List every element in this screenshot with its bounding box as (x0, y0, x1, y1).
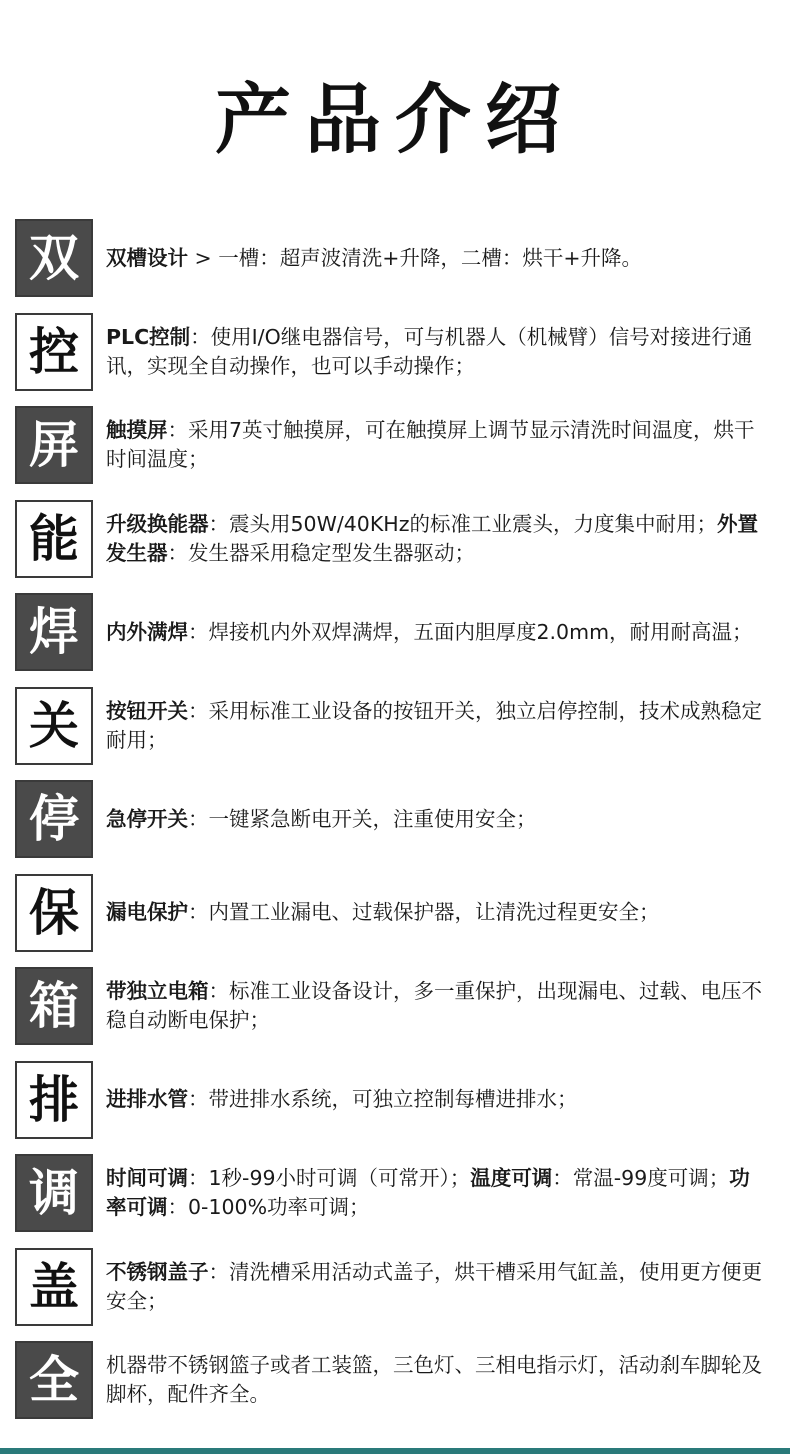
feature-label: 功率可调 (106, 1166, 750, 1219)
feature-badge: 全 (15, 1341, 93, 1419)
feature-item (0, 500, 790, 594)
feature-text: ：1秒-99小时可调（可常开）； (188, 1166, 471, 1190)
feature-label: 外置发生器 (106, 511, 758, 565)
feature-badge: 调 (15, 1154, 93, 1232)
feature-badge: 箱 (15, 967, 93, 1045)
feature-badge: 能 (15, 500, 93, 578)
feature-text: ：采用7英寸触摸屏，可在触摸屏上调节显示清洗时间温度，烘干时间温度； (106, 418, 755, 471)
feature-badge: 双 (15, 219, 93, 297)
feature-list (0, 219, 790, 1435)
feature-item (0, 593, 790, 687)
feature-item (0, 1341, 790, 1435)
feature-text: ：清洗槽采用活动式盖子，烘干槽采用气缸盖，使用更方便更安全； (106, 1259, 762, 1313)
feature-item (0, 313, 790, 407)
page-title: 产品介绍 (215, 75, 575, 164)
feature-description (106, 1341, 766, 1419)
feature-text: ：震头用50W/40KHz的标准工业震头，力度集中耐用； (208, 511, 717, 536)
feature-text: ：常温-99度可调； (552, 1166, 730, 1190)
feature-description (106, 1248, 766, 1326)
feature-description (106, 687, 766, 765)
feature-badge: 盖 (15, 1248, 93, 1326)
feature-text: > 一槽：超声波清洗+升降，二槽：烘干+升降。 (188, 245, 643, 270)
feature-text: ：采用标准工业设备的按钮开关，独立启停控制，技术成熟稳定耐用； (106, 698, 762, 752)
feature-label: 时间可调 (106, 1166, 188, 1190)
feature-label: 升级换能器 (106, 511, 209, 536)
feature-label: 不锈钢盖子 (106, 1259, 209, 1284)
feature-text: ：焊接机内外双焊满焊，五面内胆厚度2.0mm，耐用耐高温； (188, 619, 753, 644)
feature-description (106, 593, 766, 671)
feature-label: 触摸屏 (106, 418, 168, 442)
feature-item (0, 687, 790, 781)
feature-description (106, 219, 766, 297)
feature-description (106, 1061, 766, 1139)
feature-description (106, 313, 766, 391)
feature-badge: 焊 (15, 593, 93, 671)
feature-text: ：一键紧急断电开关，注重使用安全； (188, 806, 537, 831)
feature-description (106, 780, 766, 858)
feature-item (0, 1154, 790, 1248)
feature-item (0, 874, 790, 968)
feature-label: 进排水管 (106, 1087, 188, 1111)
bottom-divider (0, 1448, 790, 1454)
feature-text: ：标准工业设备设计，多一重保护，出现漏电、过载、电压不稳自动断电保护； (106, 979, 762, 1032)
feature-item (0, 967, 790, 1061)
feature-text: ：0-100%功率可调； (167, 1195, 370, 1219)
feature-badge: 关 (15, 687, 93, 765)
feature-item (0, 780, 790, 874)
feature-badge: 屏 (15, 406, 93, 484)
feature-label: 温度可调 (470, 1166, 553, 1190)
feature-badge: 保 (15, 874, 93, 952)
feature-text: ：发生器采用稳定型发生器驱动； (167, 540, 475, 565)
feature-item (0, 1061, 790, 1155)
feature-label: 双槽设计 (106, 245, 188, 270)
feature-label: PLC控制 (106, 324, 191, 349)
feature-item (0, 1248, 790, 1342)
feature-description (106, 1154, 766, 1232)
feature-badge: 停 (15, 780, 93, 858)
feature-description (106, 874, 766, 952)
feature-label: 漏电保护 (106, 900, 188, 924)
feature-badge: 排 (15, 1061, 93, 1139)
feature-description (106, 967, 766, 1045)
feature-text: 机器带不锈钢篮子或者工装篮，三色灯、三相电指示灯，活动刹车脚轮及脚杯，配件齐全。 (106, 1353, 762, 1406)
feature-description (106, 500, 766, 578)
feature-label: 带独立电箱 (106, 979, 209, 1003)
feature-text: ：带进排水系统，可独立控制每槽进排水； (188, 1087, 578, 1111)
feature-description (106, 406, 766, 484)
feature-item (0, 406, 790, 500)
feature-text: ：内置工业漏电、过载保护器，让清洗过程更安全； (188, 900, 660, 924)
feature-label: 按钮开关 (106, 698, 188, 723)
feature-item (0, 219, 790, 313)
feature-badge: 控 (15, 313, 93, 391)
feature-label: 内外满焊 (106, 619, 188, 644)
feature-text: ：使用I/O继电器信号，可与机器人（机械臂）信号对接进行通讯，实现全自动操作，也可以手动操作； (106, 324, 753, 378)
feature-label: 急停开关 (106, 806, 188, 831)
